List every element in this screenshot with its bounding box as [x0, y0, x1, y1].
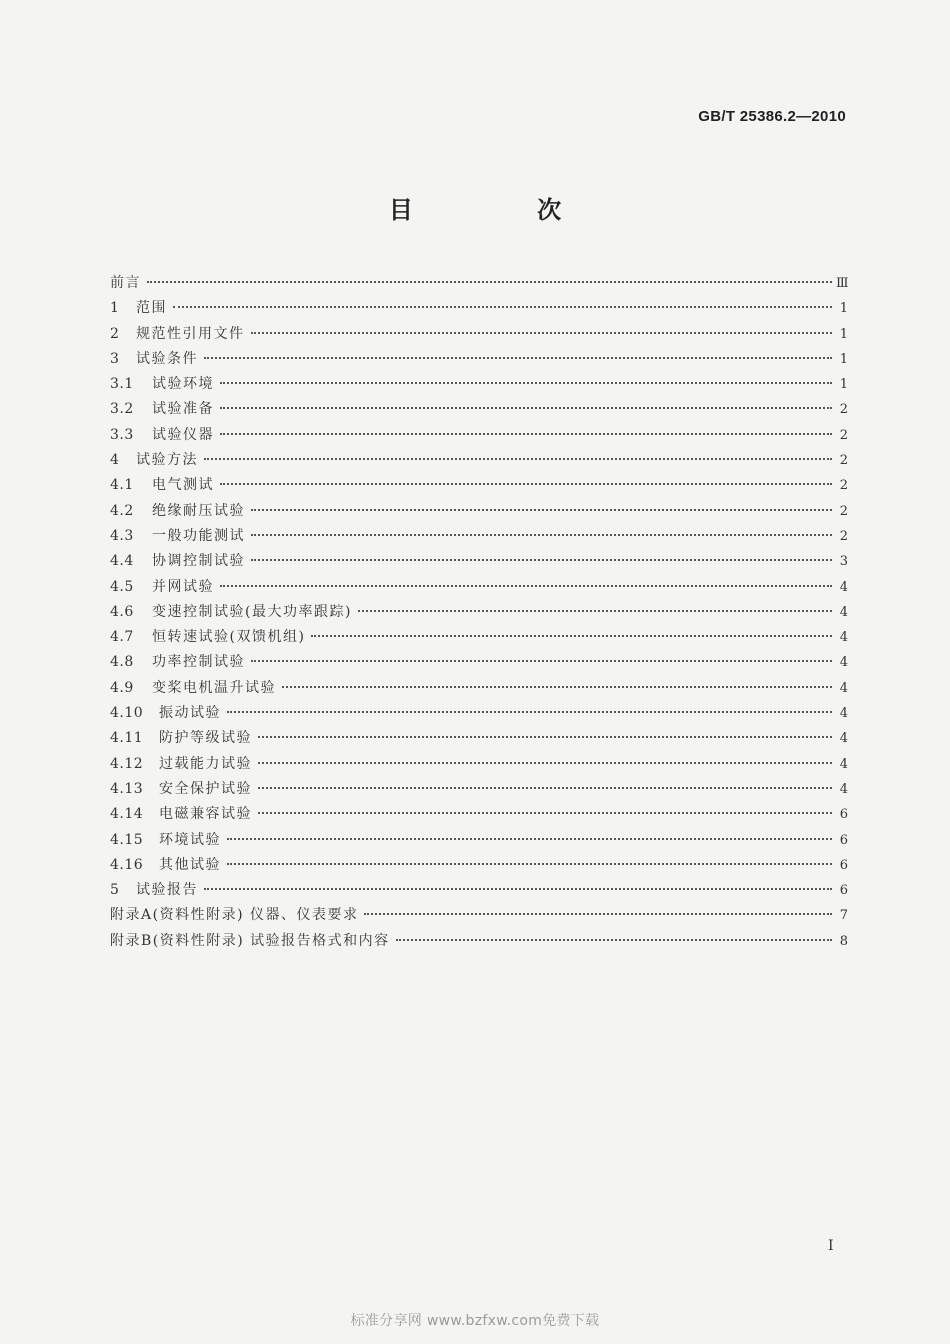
toc-entry-number: 4.6 — [110, 603, 134, 620]
toc-entry-page: 1 — [839, 301, 848, 317]
toc-title: 目 次 — [388, 196, 620, 224]
dot-leader — [227, 838, 832, 840]
dot-leader — [251, 534, 832, 536]
dot-leader — [251, 509, 832, 511]
dot-leader — [147, 281, 832, 283]
toc-entry[interactable] — [110, 347, 848, 372]
toc-entry-label: 防护等级试验 — [159, 730, 252, 747]
toc-entry[interactable] — [110, 423, 848, 448]
toc-entry-number: 4.12 — [110, 755, 144, 772]
dot-leader — [282, 686, 832, 688]
toc-entry-number: 4.9 — [110, 679, 134, 696]
toc-entry-label: 振动试验 — [159, 705, 221, 722]
dot-leader — [258, 736, 832, 738]
toc-entry-number: 4.1 — [110, 477, 134, 494]
toc-entry-label: 其他试验 — [159, 856, 221, 873]
toc-entry-label: 试验准备 — [152, 401, 214, 418]
toc-entry-label: 恒转速试验(双馈机组) — [152, 629, 306, 646]
toc-entry-number: 5 — [110, 882, 120, 899]
dot-leader — [220, 433, 832, 435]
toc-entry[interactable] — [110, 701, 848, 726]
toc-entry-label: 过载能力试验 — [159, 755, 252, 772]
standard-code: GB/T 25386.2—2010 — [698, 108, 846, 125]
toc-entry-page: 2 — [839, 427, 848, 443]
toc-entry[interactable] — [110, 448, 848, 473]
toc-entry-page: 6 — [839, 832, 848, 848]
toc-entry[interactable] — [110, 650, 848, 675]
dot-leader — [173, 306, 832, 308]
dot-leader — [220, 585, 832, 587]
page-number: I — [828, 1238, 834, 1254]
toc-entry-page: 6 — [839, 883, 848, 899]
toc-entry-label: 附录B(资料性附录) 试验报告格式和内容 — [110, 932, 390, 949]
toc-entry-page: Ⅲ — [836, 276, 849, 291]
dot-leader — [396, 939, 832, 941]
toc-entry[interactable] — [110, 802, 848, 827]
toc-entry-number: 4.2 — [110, 502, 134, 519]
toc-entry-number: 3.3 — [110, 426, 134, 443]
dot-leader — [258, 812, 832, 814]
toc-entry-number: 4.13 — [110, 780, 144, 797]
dot-leader — [258, 787, 832, 789]
toc-entry-number: 3.1 — [110, 376, 134, 393]
toc-entry-page: 8 — [839, 933, 848, 949]
dot-leader — [220, 483, 832, 485]
dot-leader — [251, 559, 832, 561]
toc-entry-label: 试验报告 — [136, 882, 198, 899]
dot-leader — [220, 407, 832, 409]
toc-entry[interactable] — [110, 828, 848, 853]
toc-entry[interactable] — [110, 575, 848, 600]
toc-entry-page: 1 — [839, 377, 848, 393]
dot-leader — [204, 357, 832, 359]
toc-entry-page: 4 — [839, 604, 848, 620]
toc-entry-page: 3 — [839, 554, 848, 570]
toc-entry-page: 4 — [839, 630, 848, 646]
toc-entry-number: 4.11 — [110, 730, 144, 747]
toc-entry-label: 电磁兼容试验 — [159, 806, 252, 823]
dot-leader — [251, 660, 832, 662]
toc-entry-number: 4.15 — [110, 831, 144, 848]
toc-entry-label: 一般功能测试 — [152, 527, 245, 544]
toc-entry[interactable] — [110, 296, 848, 321]
toc-entry-page: 1 — [839, 326, 848, 342]
toc-entry-number: 4.8 — [110, 654, 134, 671]
toc-entry[interactable] — [110, 853, 848, 878]
toc-entry-number: 4.16 — [110, 856, 144, 873]
dot-leader — [258, 762, 832, 764]
toc-entry-label: 环境试验 — [159, 831, 221, 848]
dot-leader — [220, 382, 832, 384]
toc-entry-page: 2 — [839, 453, 848, 469]
toc-entry[interactable] — [110, 322, 848, 347]
toc-entry-page: 6 — [839, 857, 848, 873]
toc-entry-number: 4.10 — [110, 705, 144, 722]
toc-entry-page: 4 — [839, 579, 848, 595]
dot-leader — [204, 888, 832, 890]
toc-entry-number: 4.3 — [110, 527, 134, 544]
dot-leader — [227, 863, 832, 865]
dot-leader — [358, 610, 832, 612]
toc-entry-page: 1 — [839, 351, 848, 367]
toc-entry-number: 3.2 — [110, 401, 134, 418]
toc-entry[interactable] — [110, 903, 848, 928]
dot-leader — [311, 635, 832, 637]
toc-entry-label: 绝缘耐压试验 — [152, 502, 245, 519]
toc-entry-label: 电气测试 — [152, 477, 214, 494]
toc-entry-label: 试验环境 — [152, 376, 214, 393]
toc-entry-number: 4.4 — [110, 553, 134, 570]
toc-entry-label: 规范性引用文件 — [136, 325, 245, 342]
toc-entry[interactable] — [110, 473, 848, 498]
toc-entry[interactable] — [110, 752, 848, 777]
toc-entry[interactable] — [110, 878, 848, 903]
toc-entry-page: 2 — [839, 503, 848, 519]
toc-entry-page: 4 — [839, 655, 848, 671]
toc-entry-number: 4.14 — [110, 806, 144, 823]
table-of-contents — [110, 271, 848, 954]
toc-entry-page: 4 — [839, 756, 848, 772]
toc-entry-label: 变桨电机温升试验 — [152, 679, 276, 696]
toc-entry-label: 协调控制试验 — [152, 553, 245, 570]
toc-entry-page: 6 — [839, 807, 848, 823]
toc-entry-page: 4 — [839, 731, 848, 747]
dot-leader — [204, 458, 832, 460]
toc-entry[interactable] — [110, 929, 848, 954]
toc-entry-number: 2 — [110, 325, 120, 342]
toc-entry-label: 安全保护试验 — [159, 780, 252, 797]
toc-entry-page: 2 — [839, 478, 848, 494]
toc-entry-number: 3 — [110, 350, 120, 367]
watermark: 标准分享网 www.bzfxw.com免费下载 — [350, 1313, 600, 1329]
toc-entry[interactable] — [110, 726, 848, 751]
toc-entry-page: 7 — [839, 908, 848, 924]
toc-entry-page: 2 — [839, 528, 848, 544]
toc-entry-label: 变速控制试验(最大功率跟踪) — [152, 603, 352, 620]
toc-entry[interactable] — [110, 676, 848, 701]
toc-entry-page: 2 — [839, 402, 848, 418]
toc-entry-label: 附录A(资料性附录) 仪器、仪表要求 — [110, 907, 359, 924]
toc-entry[interactable] — [110, 524, 848, 549]
toc-entry[interactable] — [110, 271, 848, 296]
toc-entry[interactable] — [110, 600, 848, 625]
toc-entry-label: 并网试验 — [152, 578, 214, 595]
toc-entry[interactable] — [110, 397, 848, 422]
dot-leader — [227, 711, 832, 713]
toc-entry[interactable] — [110, 499, 848, 524]
toc-entry-number: 1 — [110, 300, 120, 317]
dot-leader — [251, 332, 833, 334]
toc-entry-number: 4.5 — [110, 578, 134, 595]
toc-entry-label: 试验条件 — [136, 350, 198, 367]
toc-entry-page: 4 — [839, 781, 848, 797]
dot-leader — [364, 913, 832, 915]
toc-entry[interactable] — [110, 549, 848, 574]
toc-entry[interactable] — [110, 625, 848, 650]
toc-entry-label: 试验方法 — [136, 452, 198, 469]
toc-entry-label: 范围 — [136, 300, 167, 317]
toc-entry-page: 4 — [839, 680, 848, 696]
toc-entry-number: 4.7 — [110, 629, 134, 646]
toc-entry-number: 4 — [110, 452, 120, 469]
toc-entry-label: 前言 — [110, 275, 141, 291]
toc-entry-label: 功率控制试验 — [152, 654, 245, 671]
toc-entry[interactable] — [110, 372, 848, 397]
toc-entry-label: 试验仪器 — [152, 426, 214, 443]
toc-entry-page: 4 — [839, 706, 848, 722]
toc-entry[interactable] — [110, 777, 848, 802]
